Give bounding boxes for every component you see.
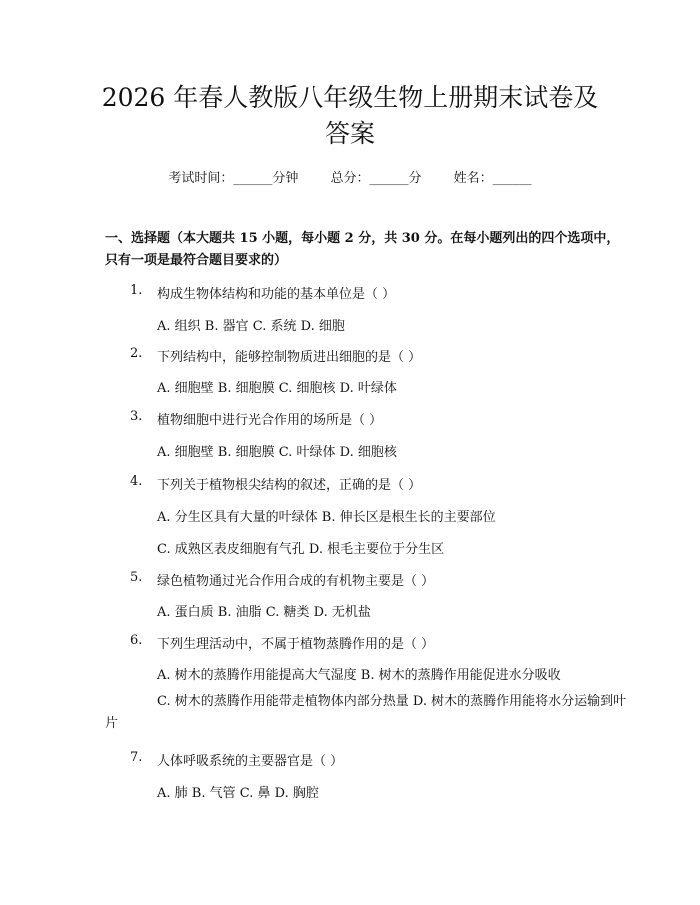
question-7-options: A. 肺 B. 气管 C. 鼻 D. 胸腔 [157, 786, 319, 801]
question-4-options-line2: C. 成熟区表皮细胞有气孔 D. 根毛主要位于分生区 [157, 542, 445, 557]
question-6-options-line2: C. 树木的蒸腾作用能带走植物体内部分热量 D. 树木的蒸腾作用能将水分运输到叶片 [105, 694, 627, 731]
question-stem: 下列结构中，能够控制物质进出细胞的是（ ） [157, 350, 422, 365]
question-number: 1. [130, 283, 143, 298]
question-number: 2. [130, 346, 143, 361]
total-score-field: 总分：______分 [330, 171, 422, 186]
question-number: 6. [130, 633, 143, 648]
question-4-options-line1: A. 分生区具有大量的叶绿体 B. 伸长区是根生长的主要部位 [157, 510, 496, 525]
question-3-options: A. 细胞壁 B. 细胞膜 C. 叶绿体 D. 细胞核 [157, 445, 397, 460]
question-number: 4. [130, 474, 143, 489]
question-stem: 下列关于植物根尖结构的叙述，正确的是（ ） [157, 478, 422, 493]
question-number: 3. [130, 409, 143, 424]
question-stem: 绿色植物通过光合作用合成的有机物主要是（ ） [157, 574, 435, 589]
section-heading: 一、选择题（本大题共 15 小题，每小题 2 分，共 30 分。在每小题列出的四个选项中，只有一项是最符合题目要求的） [105, 231, 620, 268]
question-stem: 人体呼吸系统的主要器官是（ ） [157, 754, 344, 769]
question-2-options: A. 细胞壁 B. 细胞膜 C. 细胞核 D. 叶绿体 [157, 381, 397, 396]
question-stem: 构成生物体结构和功能的基本单位是（ ） [157, 287, 396, 302]
question-6-options-line1: A. 树木的蒸腾作用能提高大气湿度 B. 树木的蒸腾作用能促进水分吸收 [157, 668, 561, 683]
question-stem: 植物细胞中进行光合作用的场所是（ ） [157, 413, 383, 428]
question-5-options: A. 蛋白质 B. 油脂 C. 糖类 D. 无机盐 [157, 605, 371, 620]
student-name-field: 姓名：______ [453, 171, 532, 186]
question-number: 5. [130, 570, 143, 585]
exam-title: 2026 年春人教版八年级生物上册期末试卷及答案 [101, 83, 599, 148]
exam-info-line [0, 167, 700, 186]
question-1-options: A. 组织 B. 器官 C. 系统 D. 细胞 [157, 319, 345, 334]
question-stem: 下列生理活动中，不属于植物蒸腾作用的是（ ） [157, 637, 435, 652]
question-number: 7. [130, 750, 143, 765]
exam-time-field: 考试时间：______分钟 [168, 171, 299, 186]
